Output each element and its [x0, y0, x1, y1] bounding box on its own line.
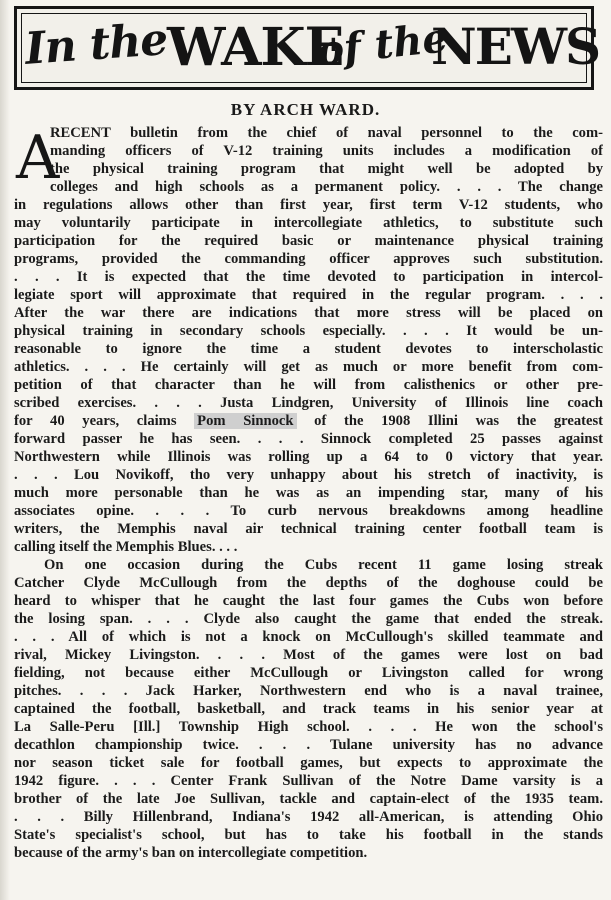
article-line: physical training in secondary schools especially. . . . It would be un-: [14, 323, 603, 339]
article-line: pitches. . . . Jack Harker, Northwestern end who is a naval trainee,: [14, 683, 603, 699]
article-line: rival, Mickey Livingston. . . . Most of the games were lost on bad: [14, 647, 603, 663]
article-line: RECENT bulletin from the chief of naval personnel to the com-: [50, 125, 603, 141]
article-line: participation for the required basic or maintenance physical training: [14, 233, 603, 249]
article-line: writers, the Memphis naval air technical training center football team is: [14, 521, 603, 537]
article-line: . . . Lou Novikoff, tho very unhappy about his stretch of inactivity, is: [14, 467, 603, 483]
article-line: . . . All of which is not a knock on McCullough's skilled teammate and: [14, 629, 603, 645]
article-line: Northwestern while Illinois was rolling up a 64 to 0 victory that year.: [14, 449, 603, 465]
article-line: nor season ticket sale for football games, but expects to approximate the: [14, 755, 603, 771]
article-line: may voluntarily participate in intercollegiate athletics, to substitute such: [14, 215, 603, 231]
line-text-before: for 40 years, claims: [14, 413, 195, 429]
article-line: . . . It is expected that the time devoted to participation in intercol-: [14, 269, 603, 285]
article-line: because of the army's ban on intercollegiate competition.: [14, 845, 368, 861]
article-line: the losing span. . . . Clyde also caught the game that ended the streak.: [14, 611, 603, 627]
scan-edge: [0, 0, 10, 900]
masthead-of-the: of the: [314, 14, 450, 75]
highlighted-name: Pom Sinnock: [194, 413, 296, 429]
line-text-after: of the 1908 Illini was the greatest: [296, 413, 603, 429]
article-line: brother of the late Joe Sullivan, tackle and captain-elect of the 1935 team.: [14, 791, 603, 807]
column-masthead: [14, 6, 600, 90]
article-line: forward passer he has seen. . . . Sinnock completed 25 passes against: [14, 431, 603, 447]
article-line: associates opine. . . . To curb nervous breakdowns among headline: [14, 503, 603, 519]
article-line: State's specialist's school, but has to take his football in the stands: [14, 827, 603, 843]
article-line: colleges and high schools as a permanent policy. . . . The change: [50, 179, 603, 195]
article-line: reasonable to ignore the time a student devotes to interscholastic: [14, 341, 603, 357]
article-line: scribed exercises. . . . Justa Lindgren, University of Illinois line coach: [14, 395, 603, 411]
article-line: 1942 figure. . . . Center Frank Sullivan of the Notre Dame varsity is a: [14, 773, 603, 789]
article-line: La Salle-Peru [Ill.] Township High school. . . . He won the school's: [14, 719, 603, 735]
masthead-in-the: In the: [23, 14, 169, 75]
article-line: athletics. . . . He certainly will get as much or more benefit from com-: [14, 359, 603, 375]
article-line-highlight: [14, 412, 603, 430]
article-line: decathlon championship twice. . . . Tulane university has no advance: [14, 737, 603, 753]
article-line: On one occasion during the Cubs recent 11 game losing streak: [44, 557, 603, 573]
article-line: programs, provided the commanding officer approves such substitution.: [14, 251, 603, 267]
masthead-wake: WAKE: [167, 17, 344, 78]
article-line: heard to whisper that he caught the last four games the Cubs won before: [14, 593, 603, 609]
article-line: Catcher Clyde McCullough from the depths of the doghouse could be: [14, 575, 603, 591]
article-line: . . . Billy Hillenbrand, Indiana's 1942 all-American, is attending Ohio: [14, 809, 603, 825]
article-line: the physical training program that might well be adopted by: [50, 161, 603, 177]
drop-cap: A: [16, 123, 60, 193]
article-line: calling itself the Memphis Blues. . . .: [14, 539, 238, 555]
article-line: much more personable than he was as an impending star, many of his: [14, 485, 603, 501]
article-line: manding officers of V-12 training units includes a modification of: [50, 143, 603, 159]
article-line: captained the football, basketball, and track teams in his senior year at: [14, 701, 603, 717]
article-line: in regulations allows other than first year, first term V-12 students, who: [14, 197, 603, 213]
byline: BY ARCH WARD.: [230, 100, 381, 119]
article-line: petition of that character than he will from calisthenics or other pre-: [14, 377, 603, 393]
article-line: After the war there are indications that more stress will be placed on: [14, 305, 603, 321]
article-line: legiate sport will approximate that required in the regular program. . . .: [14, 287, 603, 303]
article-line: fielding, not because either McCullough or Livingston called for wrong: [14, 665, 603, 681]
masthead-news: NEWS: [431, 17, 600, 76]
